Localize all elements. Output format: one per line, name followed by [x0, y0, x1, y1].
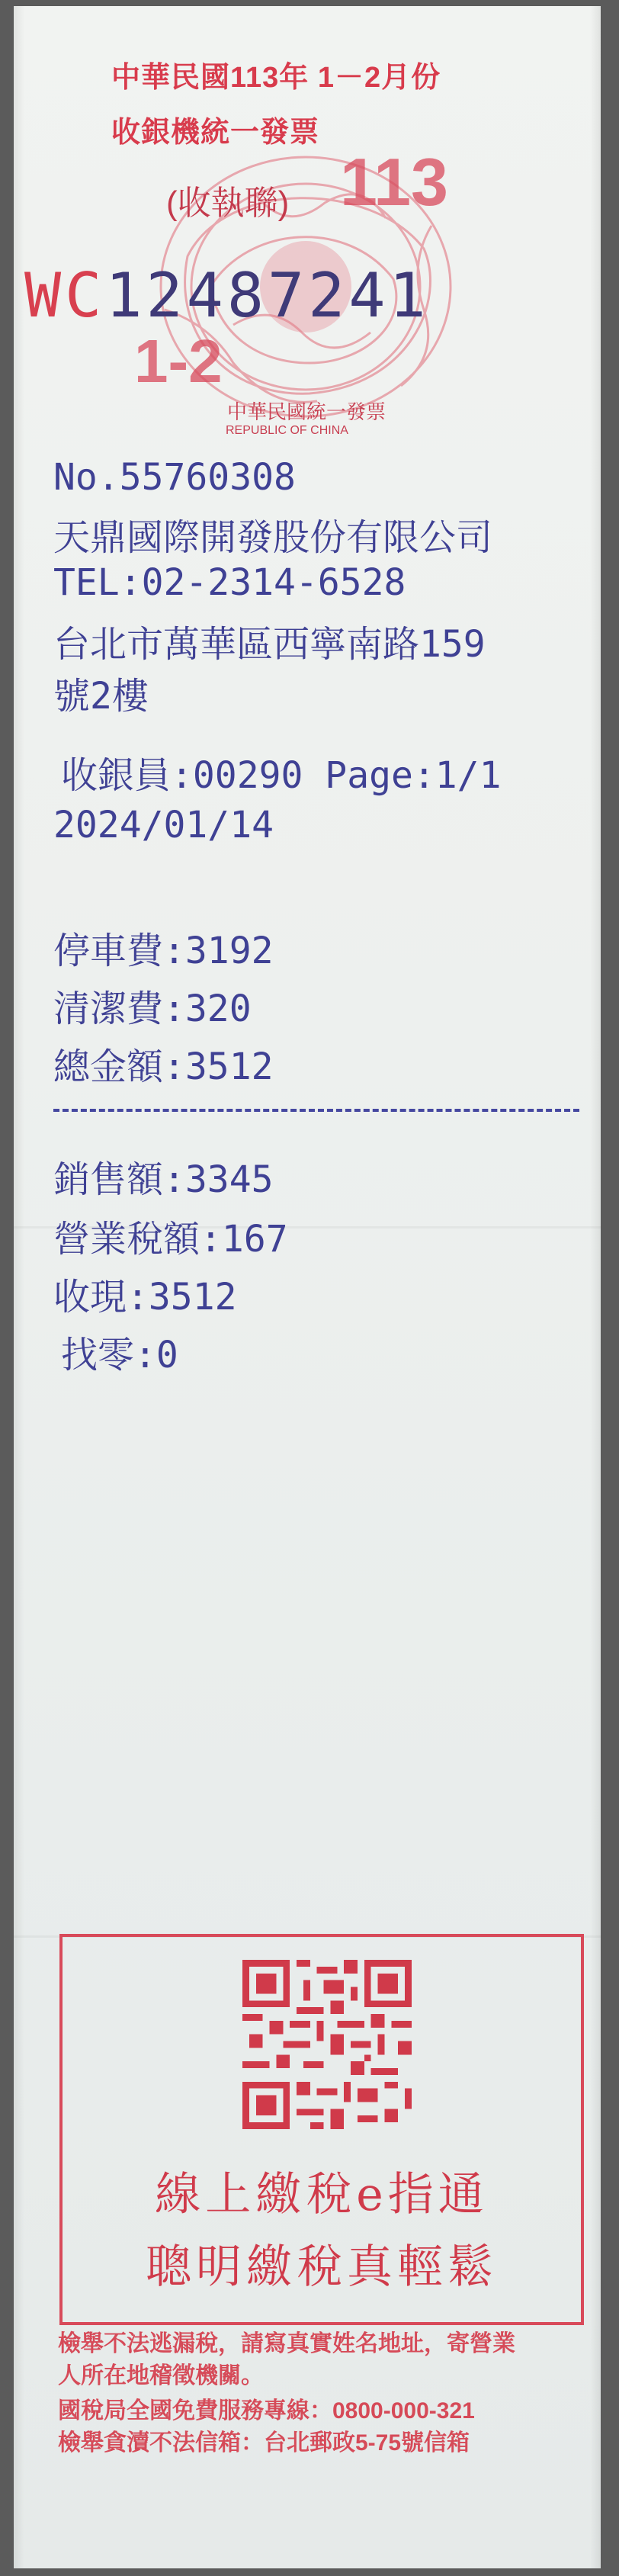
promo-line-2: 聰明繳稅真輕鬆 [146, 2240, 498, 2294]
stamp-year: 113 [340, 144, 448, 220]
paper-shadow-right [590, 6, 601, 2568]
invoice-prefix: WC [24, 260, 106, 331]
seller-tax-id: No.55760308 [53, 456, 296, 499]
charge-cleaning: 清潔費:320 [53, 988, 252, 1030]
business-tax: 營業稅額:167 [53, 1218, 288, 1261]
seller-name: 天鼎國際開發股份有限公司 [53, 516, 493, 559]
invoice-period: 中華民國113年 1－2月份 [111, 62, 441, 94]
seller-tel: TEL:02-2314-6528 [53, 561, 406, 604]
invoice-digits: 12487241 [105, 260, 430, 331]
charge-total: 總金額:3512 [53, 1045, 274, 1088]
divider [53, 1109, 579, 1112]
seller-address-2: 號2樓 [53, 675, 149, 718]
change-given: 找零:0 [61, 1334, 178, 1376]
seller-address-1: 台北市萬華區西寧南路159 [53, 623, 486, 666]
stamp-months: 1-2 [134, 327, 223, 395]
receipt [14, 6, 601, 2568]
stamp-seal-text: 中華民國統一發票 [227, 400, 386, 423]
promo-line-1: 線上繳稅e指通 [155, 2168, 489, 2221]
sales-amount: 銷售額:3345 [53, 1158, 274, 1201]
qr-code-icon [242, 1960, 412, 2129]
stamp-copy-label: (收執聯) [166, 185, 290, 222]
cashier-info: 收銀員:00290 Page:1/1 [61, 754, 502, 797]
invoice-type: 收銀機統一發票 [111, 117, 320, 149]
footer-line-3: 國稅局全國免費服務專線：0800-000-321 [58, 2398, 475, 2423]
invoice-date: 2024/01/14 [53, 804, 274, 846]
paper-shadow-left [14, 6, 24, 2568]
invoice-number [24, 260, 430, 331]
stamp-seal-text-en: REPUBLIC OF CHINA [226, 424, 348, 437]
tax-promo-box [59, 1934, 584, 2325]
charge-parking: 停車費:3192 [53, 930, 274, 972]
footer-line-2: 人所在地稽徵機關。 [58, 2363, 264, 2388]
footer-line-4: 檢舉貪瀆不法信箱：台北郵政5-75號信箱 [58, 2430, 470, 2456]
cash-received: 收現:3512 [53, 1276, 237, 1319]
footer-line-1: 檢舉不法逃漏稅，請寫真實姓名地址，寄營業 [58, 2331, 515, 2356]
